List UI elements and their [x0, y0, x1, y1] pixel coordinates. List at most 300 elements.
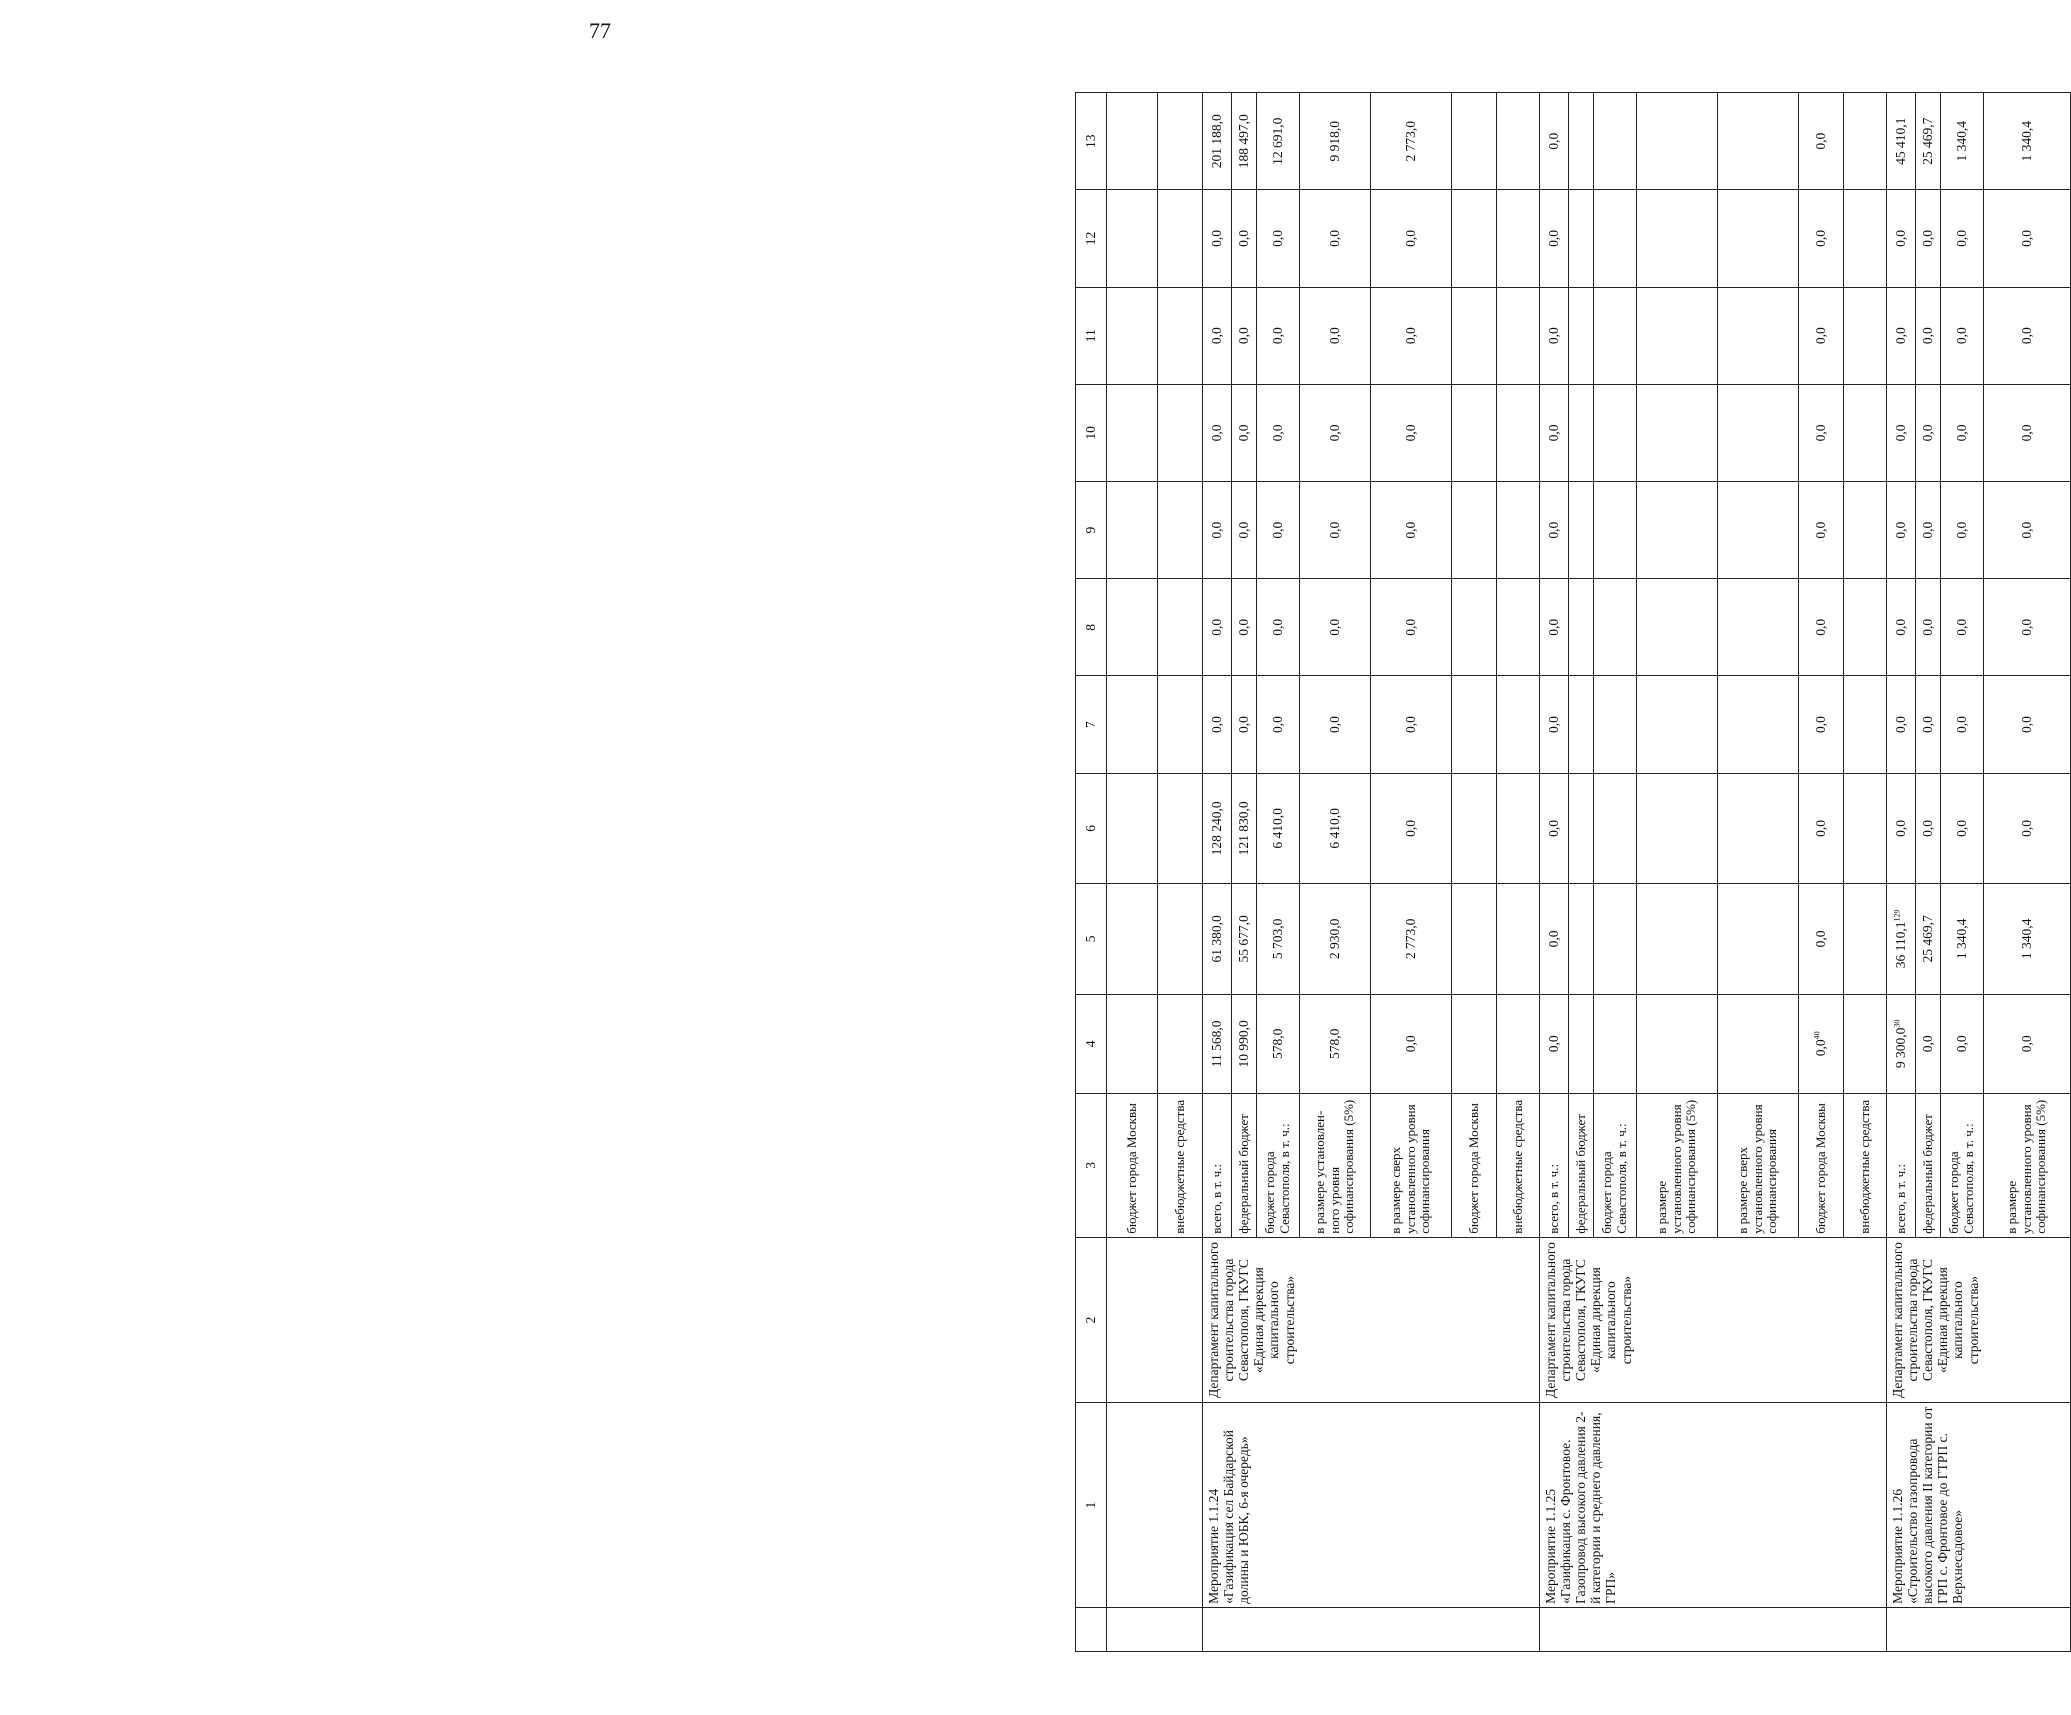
- value-cell: [1203, 93, 1232, 190]
- value-cell: [1984, 190, 2071, 287]
- value-cell: [1718, 384, 1799, 481]
- value-cell: [1984, 384, 2071, 481]
- value-text: 0,0: [1920, 618, 1936, 636]
- value-text: 188 497,0: [1236, 114, 1252, 169]
- value-text: 0,0: [2019, 716, 2035, 733]
- value-cell: [1158, 994, 1203, 1093]
- value-text: 12 691,0: [1270, 117, 1286, 165]
- value-cell: [1718, 676, 1799, 773]
- value-cell: [1452, 93, 1497, 190]
- value-cell: [1916, 384, 1941, 481]
- value-cell: [1300, 482, 1371, 579]
- budget-table: [1075, 92, 2071, 1652]
- funding-source-label: внебюджетные средства: [1497, 1094, 1540, 1238]
- value-text: 0,0: [1813, 132, 1829, 150]
- value-text: 0,0: [1546, 930, 1562, 948]
- value-text: 0,0: [1813, 230, 1829, 247]
- value-cell: [1594, 287, 1637, 384]
- value-text: 0,0: [1893, 716, 1909, 733]
- value-text: 0,0: [1403, 618, 1419, 636]
- value-cell: [1497, 482, 1540, 579]
- value-cell: [1540, 93, 1569, 190]
- value-cell: [1232, 884, 1257, 994]
- column-header: 11: [1076, 287, 1107, 384]
- value-cell: [1107, 287, 1158, 384]
- value-cell: [1300, 676, 1371, 773]
- value-cell: [1257, 93, 1300, 190]
- value-cell: [1232, 676, 1257, 773]
- value-text: 0,0: [1209, 618, 1225, 636]
- value-cell: [1497, 994, 1540, 1093]
- value-text: 0,0: [1954, 618, 1970, 636]
- value-cell: [1452, 384, 1497, 481]
- value-text: 25 469,7: [1920, 915, 1936, 963]
- value-text: 0,0: [1893, 618, 1909, 636]
- value-cell: [1371, 579, 1452, 676]
- value-cell: [1540, 773, 1569, 883]
- value-text: 0,0: [1813, 618, 1829, 636]
- funding-source-label: бюджет города Севастополя, в т. ч.:: [1594, 1094, 1637, 1238]
- value-text: 0,0: [1813, 424, 1829, 442]
- value-cell: [1718, 579, 1799, 676]
- value-text: 6 410,0: [1327, 808, 1343, 849]
- value-cell: [1158, 482, 1203, 579]
- value-cell: [1916, 482, 1941, 579]
- value-text: 0,0: [2019, 618, 2035, 636]
- value-cell: [1799, 384, 1844, 481]
- value-cell: [1637, 384, 1718, 481]
- value-cell: [1158, 384, 1203, 481]
- value-text: 0,0: [1270, 327, 1286, 345]
- value-text: 9 918,0: [1327, 120, 1343, 162]
- value-cell: [1844, 93, 1887, 190]
- value-text: 1 340,4: [2019, 120, 2035, 162]
- value-cell: [1916, 884, 1941, 994]
- value-text: 0,0: [1236, 521, 1252, 539]
- value-text: 0,0: [1209, 424, 1225, 442]
- value-cell: [1718, 773, 1799, 883]
- value-cell: [1107, 884, 1158, 994]
- value-cell: [1718, 93, 1799, 190]
- value-text: 55 677,0: [1236, 915, 1252, 963]
- value-cell: [1916, 579, 1941, 676]
- value-cell: [1497, 884, 1540, 994]
- value-text: 2 930,0: [1327, 918, 1343, 960]
- value-text: 0,0: [1920, 521, 1936, 539]
- value-cell: [1569, 384, 1594, 481]
- rotated-table-container: [1075, 92, 2049, 1652]
- value-text: 0,0: [1546, 1035, 1562, 1053]
- value-cell: [1984, 676, 2071, 773]
- value-cell: [1844, 579, 1887, 676]
- value-text: 0,0: [1236, 618, 1252, 636]
- value-cell: [1232, 773, 1257, 883]
- funding-source-label: бюджет города Москвы: [1107, 1094, 1158, 1238]
- value-cell: [1569, 482, 1594, 579]
- value-cell: [1844, 482, 1887, 579]
- value-cell: [1941, 884, 1984, 994]
- value-cell: [1718, 884, 1799, 994]
- funding-source-label: внебюджетные средства: [1844, 1094, 1887, 1238]
- value-cell: [1637, 579, 1718, 676]
- value-text: 10 990,0: [1236, 1020, 1252, 1068]
- value-cell: [1371, 287, 1452, 384]
- column-header: 2: [1076, 1237, 1107, 1403]
- value-cell: [1107, 579, 1158, 676]
- value-text: 1 340,4: [2019, 918, 2035, 960]
- value-cell: [1984, 994, 2071, 1093]
- value-text: 0,0: [1546, 327, 1562, 345]
- value-cell: [1203, 994, 1232, 1093]
- value-cell: [1984, 579, 2071, 676]
- value-cell: [1941, 384, 1984, 481]
- column-header: 6: [1076, 773, 1107, 883]
- value-cell: [1540, 482, 1569, 579]
- value-text: 0,0: [1920, 819, 1936, 837]
- value-text: 0,0: [1813, 716, 1829, 733]
- spacer-cell: [1203, 1607, 1540, 1651]
- spacer-cell: [1887, 1607, 2071, 1651]
- value-cell: [1497, 676, 1540, 773]
- value-text: 0,0: [1954, 521, 1970, 539]
- value-text: 0,0: [1327, 716, 1343, 733]
- funding-source-label: в размере установлен-ного уровня софинансирования (5%): [1300, 1094, 1371, 1238]
- value-cell: [1984, 884, 2071, 994]
- value-cell: [1540, 384, 1569, 481]
- value-cell: [1718, 190, 1799, 287]
- footnote-marker: 30: [1892, 1019, 1902, 1028]
- value-cell: [1203, 384, 1232, 481]
- value-text: 1 340,4: [1954, 918, 1970, 960]
- funding-source-label: в размере сверх установленного уровня софинансирования: [1371, 1094, 1452, 1238]
- table-body: [1076, 93, 2071, 1652]
- value-text: 0,0: [1813, 930, 1829, 948]
- value-cell: [1799, 93, 1844, 190]
- value-cell: [1540, 676, 1569, 773]
- value-cell: [1107, 190, 1158, 287]
- value-cell: [1203, 287, 1232, 384]
- funding-source-label: в размере установленного уровня софинансирования (5%): [1637, 1094, 1718, 1238]
- value-cell: [1107, 482, 1158, 579]
- value-cell: [1718, 994, 1799, 1093]
- value-cell: [1569, 994, 1594, 1093]
- value-text: 1 340,4: [1954, 120, 1970, 162]
- value-cell: [1540, 190, 1569, 287]
- table-row: [1540, 93, 1569, 1652]
- value-cell: [1916, 773, 1941, 883]
- value-cell: [1158, 190, 1203, 287]
- value-cell: [1257, 579, 1300, 676]
- value-cell: [1594, 93, 1637, 190]
- value-cell: [1497, 773, 1540, 883]
- value-text: 0,0: [1893, 424, 1909, 442]
- value-text: 36 110,1: [1893, 921, 1909, 969]
- value-text: 0,0: [1954, 230, 1970, 247]
- value-cell: [1984, 93, 2071, 190]
- value-cell: [1371, 190, 1452, 287]
- value-cell: [1941, 773, 1984, 883]
- value-cell: [1257, 773, 1300, 883]
- value-cell: [1569, 884, 1594, 994]
- value-cell: [1107, 676, 1158, 773]
- column-header: 8: [1076, 579, 1107, 676]
- value-cell: [1107, 773, 1158, 883]
- value-cell: [1984, 482, 2071, 579]
- value-text: 0,0: [1236, 327, 1252, 345]
- value-cell: [1916, 287, 1941, 384]
- value-cell: [1540, 884, 1569, 994]
- value-cell: [1887, 579, 1916, 676]
- value-text: 0,0: [1920, 716, 1936, 733]
- value-cell: [1916, 190, 1941, 287]
- value-text: 0,0: [2019, 230, 2035, 247]
- value-cell: [1569, 773, 1594, 883]
- value-cell: [1799, 190, 1844, 287]
- value-cell: [1844, 190, 1887, 287]
- column-header: 3: [1076, 1094, 1107, 1238]
- value-cell: [1300, 884, 1371, 994]
- value-text: 0,0: [1920, 424, 1936, 442]
- value-text: 0,0: [1813, 819, 1829, 837]
- value-cell: [1232, 579, 1257, 676]
- value-text: 2 773,0: [1403, 120, 1419, 162]
- value-cell: [1569, 93, 1594, 190]
- value-text: 0,0: [1270, 424, 1286, 442]
- value-text: 0,0: [1209, 521, 1225, 539]
- value-text: 0,0: [1893, 521, 1909, 539]
- value-text: 0,0: [1546, 230, 1562, 247]
- value-cell: [1637, 676, 1718, 773]
- column-header: 12: [1076, 190, 1107, 287]
- value-cell: [1371, 93, 1452, 190]
- value-text: 0,0: [1270, 716, 1286, 733]
- funding-source-label: бюджет города Севастополя, в т. ч.:: [1257, 1094, 1300, 1238]
- value-cell: [1371, 884, 1452, 994]
- value-text: 0,0: [1270, 521, 1286, 539]
- funding-source-label: бюджет города Москвы: [1799, 1094, 1844, 1238]
- value-cell: [1158, 884, 1203, 994]
- value-cell: [1257, 384, 1300, 481]
- value-cell: [1637, 884, 1718, 994]
- value-text: 0,0: [1920, 230, 1936, 247]
- value-cell: [1887, 676, 1916, 773]
- value-cell: [1232, 190, 1257, 287]
- value-text: 0,0: [1270, 230, 1286, 247]
- page-number: 77: [589, 18, 611, 43]
- value-cell: [1452, 884, 1497, 994]
- footnote-marker: 129: [1892, 909, 1902, 922]
- value-cell: [1300, 190, 1371, 287]
- value-text: 0,0: [1327, 424, 1343, 442]
- value-cell: [1232, 482, 1257, 579]
- value-cell: [1452, 482, 1497, 579]
- value-cell: [1257, 884, 1300, 994]
- value-text: 9 300,0: [1893, 1027, 1909, 1069]
- value-cell: [1941, 994, 1984, 1093]
- value-cell: [1799, 579, 1844, 676]
- value-cell: [1371, 676, 1452, 773]
- value-text: 0,0: [1403, 424, 1419, 442]
- value-cell: [1887, 190, 1916, 287]
- funding-source-label: федеральный бюджет: [1569, 1094, 1594, 1238]
- value-text: 0,0: [1546, 618, 1562, 636]
- value-cell: [1941, 93, 1984, 190]
- value-text: 0,0: [1327, 230, 1343, 247]
- header-spacer: [1076, 1607, 1107, 1651]
- value-text: 0,0: [1893, 230, 1909, 247]
- funding-source-label: федеральный бюджет: [1232, 1094, 1257, 1238]
- value-text: 0,0: [1813, 521, 1829, 539]
- value-text: 6 410,0: [1270, 808, 1286, 849]
- spacer-cell: [1540, 1607, 1887, 1651]
- value-text: 0,0: [1954, 819, 1970, 837]
- value-cell: [1158, 773, 1203, 883]
- funding-source-label: в размере установленного уровня софинансирования (5%): [1984, 1094, 2071, 1238]
- value-text: 0,0: [2019, 327, 2035, 345]
- funding-source-label: бюджет города Москвы: [1452, 1094, 1497, 1238]
- value-text: 0,0: [1327, 618, 1343, 636]
- value-text: 61 380,0: [1209, 915, 1225, 963]
- value-cell: [1569, 579, 1594, 676]
- value-text: 0,0: [1920, 1035, 1936, 1053]
- table-row: [1107, 93, 1158, 1652]
- value-cell: [1844, 287, 1887, 384]
- value-cell: [1371, 994, 1452, 1093]
- value-cell: [1497, 93, 1540, 190]
- value-text: 0,0: [1546, 424, 1562, 442]
- column-header: 10: [1076, 384, 1107, 481]
- value-cell: [1257, 482, 1300, 579]
- value-cell: [1844, 773, 1887, 883]
- value-cell: [1158, 676, 1203, 773]
- value-text: 0,0: [1327, 327, 1343, 345]
- table-row: [1887, 93, 1916, 1652]
- value-text: 5 703,0: [1270, 918, 1286, 960]
- value-cell: [1637, 93, 1718, 190]
- value-text: 0,0: [1403, 230, 1419, 247]
- value-cell: [1203, 884, 1232, 994]
- value-cell: [1203, 676, 1232, 773]
- value-text: 2 773,0: [1403, 918, 1419, 960]
- value-cell: [1203, 190, 1232, 287]
- value-cell: [1941, 482, 1984, 579]
- value-cell: [1300, 773, 1371, 883]
- table-row: [1203, 93, 1232, 1652]
- value-cell: [1941, 579, 1984, 676]
- executor-name: Департамент капитального строительства города Севастополя, ГКУГС «Единая дирекция капитального строительства»: [1540, 1237, 1887, 1403]
- value-cell: [1452, 190, 1497, 287]
- value-cell: [1371, 773, 1452, 883]
- funding-source-label: бюджет города Севастополя, в т. ч.:: [1941, 1094, 1984, 1238]
- value-cell: [1594, 579, 1637, 676]
- value-cell: [1452, 994, 1497, 1093]
- value-cell: [1107, 994, 1158, 1093]
- value-text: 0,0: [1813, 1039, 1829, 1057]
- value-cell: [1594, 676, 1637, 773]
- value-text: 0,0: [2019, 424, 2035, 442]
- column-header: 7: [1076, 676, 1107, 773]
- value-text: 0,0: [1403, 716, 1419, 733]
- header-row: [1076, 93, 1107, 1652]
- value-cell: [1497, 384, 1540, 481]
- value-cell: [1540, 287, 1569, 384]
- value-cell: [1887, 773, 1916, 883]
- funding-source-label: федеральный бюджет: [1916, 1094, 1941, 1238]
- funding-source-label: внебюджетные средства: [1158, 1094, 1203, 1238]
- value-cell: [1569, 190, 1594, 287]
- value-cell: [1637, 287, 1718, 384]
- value-text: 0,0: [2019, 819, 2035, 837]
- value-cell: [1594, 482, 1637, 579]
- value-cell: [1887, 384, 1916, 481]
- value-cell: [1232, 287, 1257, 384]
- value-cell: [1300, 384, 1371, 481]
- column-header: 13: [1076, 93, 1107, 190]
- value-cell: [1887, 884, 1916, 994]
- value-text: 128 240,0: [1209, 801, 1225, 856]
- value-text: 0,0: [1403, 327, 1419, 345]
- value-text: 0,0: [2019, 521, 2035, 539]
- value-cell: [1637, 482, 1718, 579]
- value-cell: [1158, 579, 1203, 676]
- value-cell: [1799, 482, 1844, 579]
- executor-name: Департамент капитального строительства города Севастополя, ГКУГС «Единая дирекция капитального строительства»: [1887, 1237, 2071, 1403]
- executor-name: Департамент капитального строительства города Севастополя, ГКУГС «Единая дирекция капитального строительства»: [1203, 1237, 1540, 1403]
- value-cell: [1371, 482, 1452, 579]
- value-cell: [1569, 676, 1594, 773]
- value-cell: [1257, 676, 1300, 773]
- value-cell: [1107, 93, 1158, 190]
- value-cell: [1452, 579, 1497, 676]
- value-text: 25 469,7: [1920, 117, 1936, 165]
- executor-cell-empty: [1107, 1237, 1203, 1403]
- value-cell: [1300, 994, 1371, 1093]
- value-text: 0,0: [1813, 327, 1829, 345]
- value-cell: [1799, 884, 1844, 994]
- value-text: 0,0: [1893, 819, 1909, 837]
- value-cell: [1300, 287, 1371, 384]
- value-cell: [1497, 579, 1540, 676]
- value-text: 0,0: [1209, 327, 1225, 345]
- value-cell: [1941, 190, 1984, 287]
- value-text: 0,0: [1546, 716, 1562, 733]
- value-text: 0,0: [1403, 1035, 1419, 1053]
- value-cell: [1540, 994, 1569, 1093]
- value-cell: [1452, 773, 1497, 883]
- value-text: 0,0: [1546, 132, 1562, 150]
- value-cell: [1844, 676, 1887, 773]
- footnote-marker: 40: [1812, 1031, 1822, 1040]
- value-cell: [1257, 287, 1300, 384]
- spacer-cell: [1107, 1607, 1203, 1651]
- value-text: 201 188,0: [1209, 114, 1225, 169]
- value-text: 0,0: [1893, 327, 1909, 345]
- value-cell: [1637, 190, 1718, 287]
- value-text: 0,0: [1403, 819, 1419, 837]
- column-header: 4: [1076, 994, 1107, 1093]
- value-cell: [1371, 384, 1452, 481]
- value-cell: [1887, 994, 1916, 1093]
- column-header: 1: [1076, 1403, 1107, 1607]
- value-cell: [1799, 676, 1844, 773]
- value-text: 0,0: [1236, 716, 1252, 733]
- value-text: 0,0: [1546, 819, 1562, 837]
- value-cell: [1887, 93, 1916, 190]
- value-text: 0,0: [1954, 424, 1970, 442]
- value-cell: [1916, 676, 1941, 773]
- value-cell: [1107, 384, 1158, 481]
- value-cell: [1887, 482, 1916, 579]
